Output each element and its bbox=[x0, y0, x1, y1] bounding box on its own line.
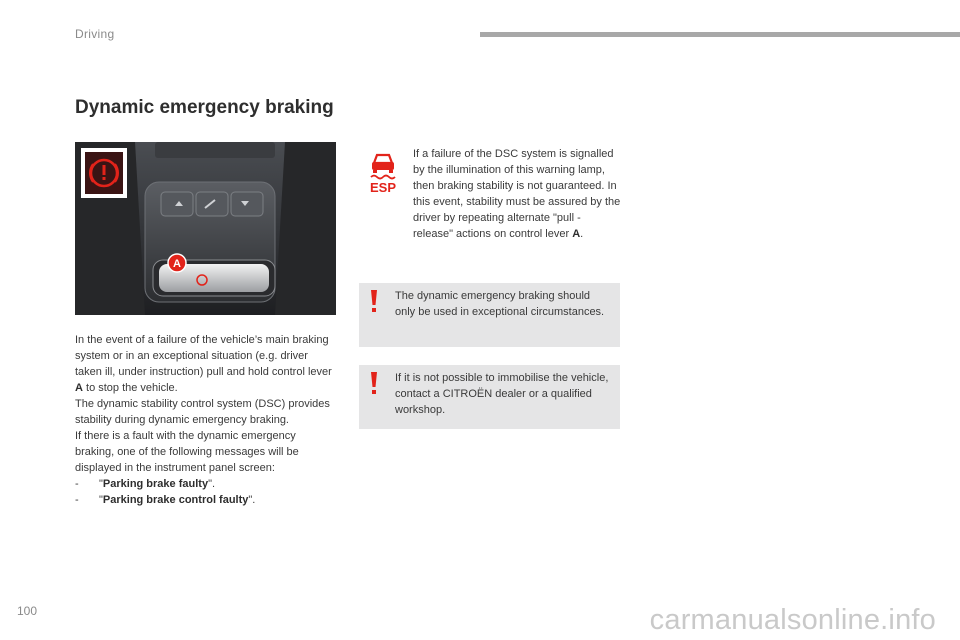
dsc-block bbox=[362, 142, 622, 262]
warning-text: The dynamic emergency braking should only be used in exceptional circumstances. bbox=[395, 290, 605, 318]
warning-box-dealer-contact bbox=[359, 365, 620, 429]
exclamation-icon bbox=[369, 370, 379, 396]
esp-icon-label: ESP bbox=[369, 180, 397, 193]
list-item: - "Parking brake control faulty". bbox=[75, 494, 256, 506]
photo-marker-a: A bbox=[173, 258, 181, 270]
watermark: carmanualsonline.info bbox=[649, 604, 936, 636]
header-section-label: Driving bbox=[75, 27, 115, 41]
page-number: 100 bbox=[17, 604, 38, 618]
warning-box-exceptional-use bbox=[359, 283, 620, 347]
warning-text: If it is not possible to immobilise the vehicle, contact a CITROËN dealer or a qualified workshop. bbox=[395, 372, 609, 416]
message-parking-brake-control-faulty: Parking brake control faulty bbox=[102, 494, 249, 506]
esp-warning-lamp-icon bbox=[366, 147, 400, 193]
dsc-text: If a failure of the DSC system is signalled by the illumination of this warning lamp, then braking stability is not guaranteed. In this event, stability must be assured by the driver by repeating alternate "pull - release" actions on control lever A. bbox=[413, 148, 621, 240]
fault-paragraph: If there is a fault with the dynamic emergency braking, one of the following messages will be displayed in the instrument panel screen: bbox=[75, 430, 299, 474]
control-lever-ref: A bbox=[572, 228, 581, 240]
header-rule bbox=[480, 32, 960, 37]
message-parking-brake-faulty: Parking brake faulty bbox=[102, 478, 209, 490]
page-title: Dynamic emergency braking bbox=[75, 97, 334, 118]
exclamation-icon bbox=[369, 288, 379, 314]
control-lever-ref: A bbox=[75, 382, 83, 394]
intro-paragraph: In the event of a failure of the vehicle’s main braking system or in an exceptional situation (e.g. driver taken ill, under instruction) pull and hold control lever A to stop the vehicle. bbox=[75, 334, 332, 394]
list-item: - "Parking brake faulty". bbox=[75, 478, 216, 490]
control-lever-photo bbox=[75, 142, 336, 315]
dsc-paragraph: The dynamic stability control system (DSC) provides stability during dynamic emergency braking. bbox=[75, 398, 330, 426]
intro-text bbox=[75, 332, 337, 508]
